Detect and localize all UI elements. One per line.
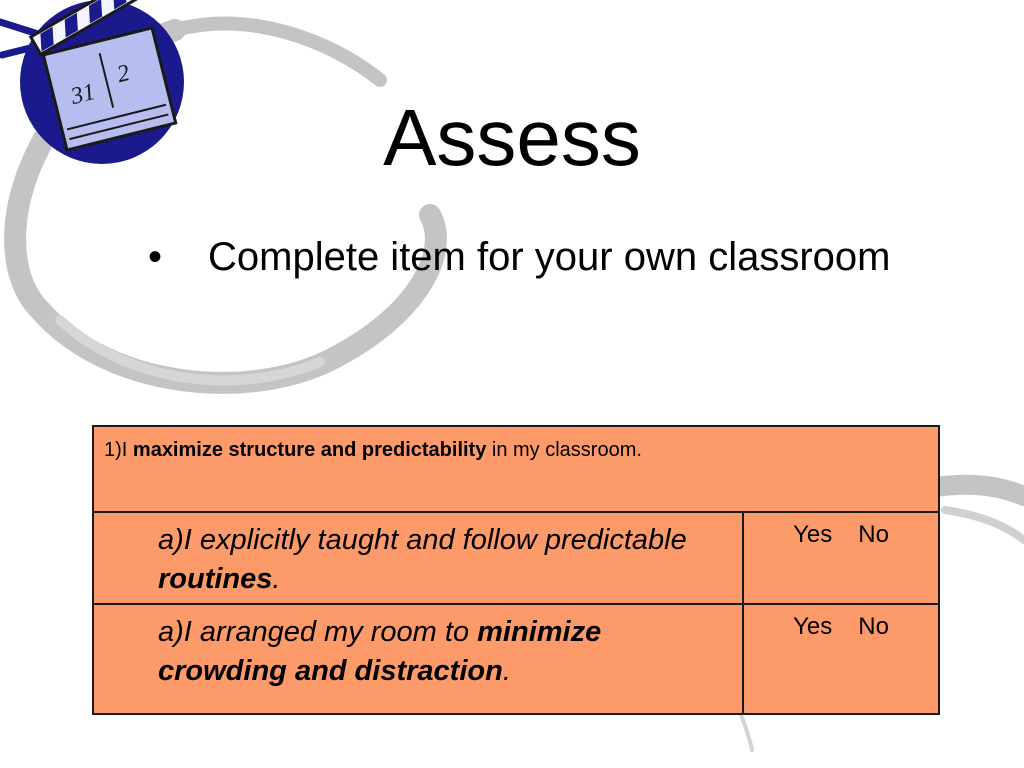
no-option[interactable]: No <box>858 521 889 548</box>
item-prefix: a)I arranged my room to <box>158 616 478 648</box>
item-suffix: . <box>502 655 511 687</box>
item-cell <box>93 512 743 604</box>
answer-cell <box>743 512 939 604</box>
table-row <box>93 604 939 714</box>
item-cell <box>93 604 743 714</box>
table-row <box>93 512 939 604</box>
bullet-dot: • <box>148 235 163 279</box>
item-statement <box>94 605 742 691</box>
item-bold: minimize crowding and distraction <box>158 616 602 687</box>
header-bold: maximize structure and predictability <box>132 439 487 461</box>
clapper-label-right: 2 <box>114 60 133 89</box>
answer-cell <box>743 604 939 714</box>
table-header-row <box>93 426 939 512</box>
slide-title: Assess <box>383 93 641 182</box>
header-suffix: in my classroom. <box>486 439 642 461</box>
yes-option[interactable]: Yes <box>793 521 833 548</box>
clapper-label-left: 31 <box>68 78 98 111</box>
bullet-text: Complete item for your own classroom <box>208 235 891 279</box>
item-statement <box>94 513 742 599</box>
no-option[interactable]: No <box>858 613 889 640</box>
assessment-table <box>92 425 940 715</box>
yes-option[interactable]: Yes <box>793 613 833 640</box>
item-bold: routines <box>158 563 273 595</box>
item-prefix: a)I explicitly taught and follow predictable <box>158 524 687 556</box>
table-header-cell <box>93 426 939 512</box>
item-suffix: . <box>272 563 281 595</box>
header-statement <box>94 427 938 463</box>
bullet-item <box>148 232 890 282</box>
header-prefix: 1)I <box>104 439 133 461</box>
